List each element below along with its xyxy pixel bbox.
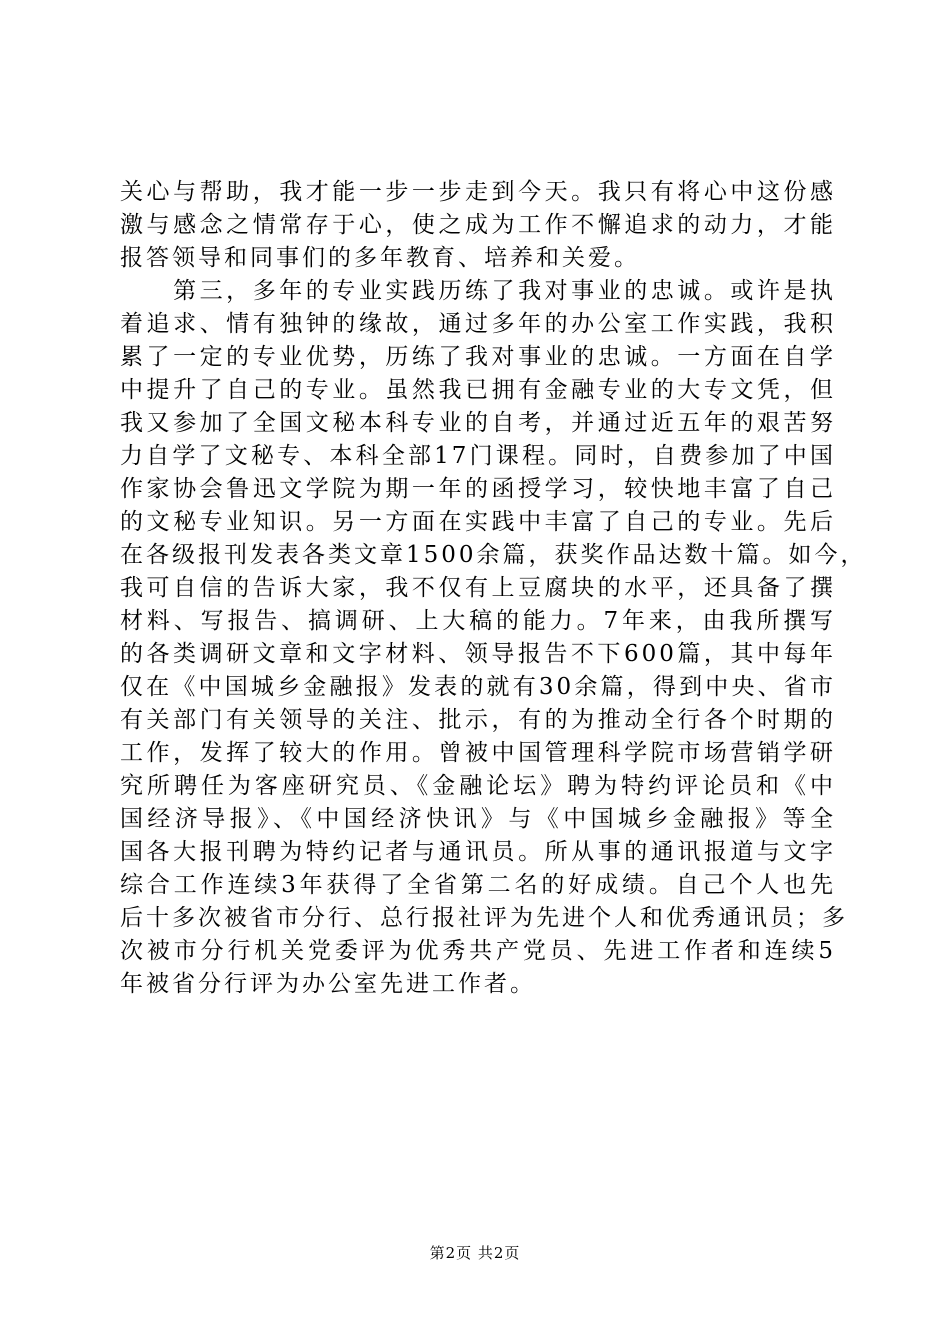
text-line: 综合工作连续3年获得了全省第二名的好成绩。自己个人也先 bbox=[120, 872, 836, 898]
text-line: 在各级报刊发表各类文章1500余篇，获奖作品达数十篇。如今， bbox=[120, 542, 867, 568]
text-line: 我又参加了全国文秘本科专业的自考，并通过近五年的艰苦努 bbox=[120, 410, 836, 436]
text-line: 作家协会鲁迅文学院为期一年的函授学习，较快地丰富了自己 bbox=[120, 476, 836, 502]
text-line: 仅在《中国城乡金融报》发表的就有30余篇，得到中央、省市 bbox=[120, 674, 836, 700]
text-line: 工作，发挥了较大的作用。曾被中国管理科学院市场营销学研 bbox=[120, 740, 836, 766]
text-line: 激与感念之情常存于心，使之成为工作不懈追求的动力，才能 bbox=[120, 212, 836, 238]
text-line: 究所聘任为客座研究员、《金融论坛》聘为特约评论员和《中 bbox=[120, 773, 836, 799]
text-line: 材料、写报告、搞调研、上大稿的能力。7年来，由我所撰写 bbox=[120, 608, 836, 634]
text-line: 关心与帮助，我才能一步一步走到今天。我只有将心中这份感 bbox=[120, 179, 836, 205]
text-line: 有关部门有关领导的关注、批示，有的为推动全行各个时期的 bbox=[120, 707, 836, 733]
paragraph-start-line: 第三，多年的专业实践历练了我对事业的忠诚。或许是执 bbox=[120, 278, 836, 304]
text-line: 国经济导报》、《中国经济快讯》与《中国城乡金融报》等全 bbox=[120, 806, 836, 832]
text-line: 累了一定的专业优势，历练了我对事业的忠诚。一方面在自学 bbox=[120, 344, 836, 370]
page-number-footer: 第2页 共2页 bbox=[429, 1244, 521, 1262]
text-line: 中提升了自己的专业。虽然我已拥有金融专业的大专文凭，但 bbox=[120, 377, 836, 403]
text-line: 次被市分行机关党委评为优秀共产党员、先进工作者和连续5 bbox=[120, 938, 836, 964]
text-line: 着追求、情有独钟的缘故，通过多年的办公室工作实践，我积 bbox=[120, 311, 836, 337]
text-line: 后十多次被省市分行、总行报社评为先进个人和优秀通讯员；多 bbox=[120, 905, 848, 931]
text-line: 力自学了文秘专、本科全部17门课程。同时，自费参加了中国 bbox=[120, 443, 836, 469]
document-body bbox=[120, 176, 867, 1001]
text-line: 我可自信的告诉大家，我不仅有上豆腐块的水平，还具备了撰 bbox=[120, 575, 836, 601]
text-line: 报答领导和同事们的多年教育、培养和关爱。 bbox=[120, 245, 640, 271]
text-line: 年被省分行评为办公室先进工作者。 bbox=[120, 971, 536, 997]
text-line: 国各大报刊聘为特约记者与通讯员。所从事的通讯报道与文字 bbox=[120, 839, 836, 865]
text-line: 的各类调研文章和文字材料、领导报告不下600篇，其中每年 bbox=[120, 641, 836, 667]
text-line: 的文秘专业知识。另一方面在实践中丰富了自己的专业。先后 bbox=[120, 509, 836, 535]
